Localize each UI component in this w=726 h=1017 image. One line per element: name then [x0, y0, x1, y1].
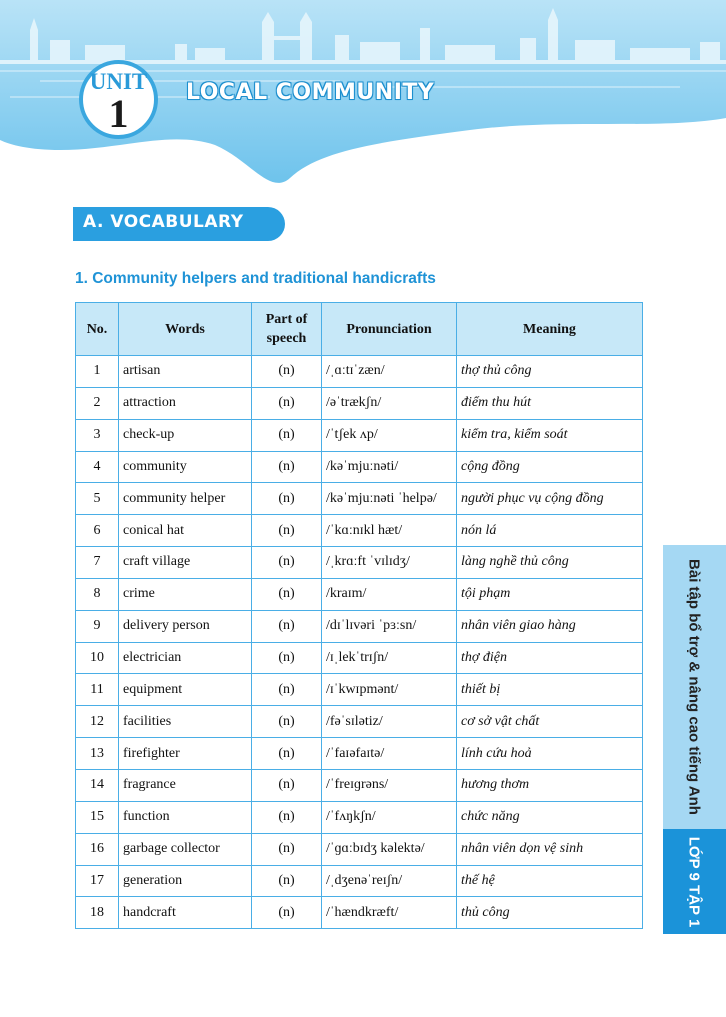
cell-pronunciation: /ˈɡɑːbɪdʒ kəlektə/: [322, 833, 457, 865]
column-header-pronunciation: Pronunciation: [322, 303, 457, 356]
column-header-part-of-speech: Part of speech: [252, 303, 322, 356]
unit-title: LOCAL COMMUNITY: [186, 80, 435, 105]
cell-word: fragrance: [119, 769, 252, 801]
table-row: [76, 769, 643, 801]
unit-badge: [79, 60, 158, 139]
cell-part-of-speech: (n): [252, 833, 322, 865]
cell-pronunciation: /ɪˌlekˈtrɪʃn/: [322, 642, 457, 674]
cell-no: 18: [76, 897, 119, 929]
cell-word: conical hat: [119, 515, 252, 547]
cell-no: 9: [76, 610, 119, 642]
section-header: [73, 207, 285, 241]
cell-pronunciation: /ˈkɑːnɪkl hæt/: [322, 515, 457, 547]
cell-part-of-speech: (n): [252, 769, 322, 801]
cell-word: community helper: [119, 483, 252, 515]
cell-meaning: nón lá: [457, 515, 643, 547]
table-row: [76, 865, 643, 897]
cell-pronunciation: /fəˈsɪlətiz/: [322, 706, 457, 738]
table-row: [76, 897, 643, 929]
cell-part-of-speech: (n): [252, 897, 322, 929]
cell-pronunciation: /ɪˈkwɪpmənt/: [322, 674, 457, 706]
table-row: [76, 738, 643, 770]
cell-meaning: cộng đồng: [457, 451, 643, 483]
cell-no: 14: [76, 769, 119, 801]
cell-pronunciation: /ˌdʒenəˈreɪʃn/: [322, 865, 457, 897]
cell-pronunciation: /ˈfaɪəfaɪtə/: [322, 738, 457, 770]
column-header-words: Words: [119, 303, 252, 356]
cell-meaning: tội phạm: [457, 578, 643, 610]
cell-word: function: [119, 801, 252, 833]
cell-meaning: chức năng: [457, 801, 643, 833]
cell-meaning: thiết bị: [457, 674, 643, 706]
cell-meaning: nhân viên dọn vệ sinh: [457, 833, 643, 865]
cell-part-of-speech: (n): [252, 356, 322, 388]
cell-no: 15: [76, 801, 119, 833]
cell-word: handcraft: [119, 897, 252, 929]
table-row: [76, 801, 643, 833]
cell-meaning: thợ thủ công: [457, 356, 643, 388]
cell-no: 17: [76, 865, 119, 897]
cell-part-of-speech: (n): [252, 706, 322, 738]
cell-pronunciation: /ˌɑːtɪˈzæn/: [322, 356, 457, 388]
cell-word: garbage collector: [119, 833, 252, 865]
table-row: [76, 356, 643, 388]
table-row: [76, 674, 643, 706]
cell-no: 11: [76, 674, 119, 706]
table-row: [76, 451, 643, 483]
unit-label: UNIT: [89, 69, 148, 94]
cell-word: check-up: [119, 419, 252, 451]
cell-word: electrician: [119, 642, 252, 674]
cell-word: firefighter: [119, 738, 252, 770]
book-title-text: Bài tập bổ trợ & nâng cao tiếng Anh: [685, 559, 703, 815]
cell-part-of-speech: (n): [252, 610, 322, 642]
cell-no: 13: [76, 738, 119, 770]
cell-meaning: điểm thu hút: [457, 387, 643, 419]
cell-no: 2: [76, 387, 119, 419]
table-row: [76, 387, 643, 419]
column-header-no: No.: [76, 303, 119, 356]
table-row: [76, 610, 643, 642]
cell-word: artisan: [119, 356, 252, 388]
cell-part-of-speech: (n): [252, 674, 322, 706]
cell-no: 12: [76, 706, 119, 738]
cell-pronunciation: /ˈfʌŋkʃn/: [322, 801, 457, 833]
cell-meaning: thủ công: [457, 897, 643, 929]
grade-volume-text: LỚP 9 TẬP 1: [685, 836, 703, 928]
cell-word: craft village: [119, 547, 252, 579]
cell-part-of-speech: (n): [252, 483, 322, 515]
cell-pronunciation: /ˈhændkræft/: [322, 897, 457, 929]
cell-no: 1: [76, 356, 119, 388]
cell-word: facilities: [119, 706, 252, 738]
cell-word: generation: [119, 865, 252, 897]
table-row: [76, 419, 643, 451]
cell-part-of-speech: (n): [252, 419, 322, 451]
cell-part-of-speech: (n): [252, 387, 322, 419]
cell-meaning: làng nghề thủ công: [457, 547, 643, 579]
cell-part-of-speech: (n): [252, 515, 322, 547]
section-title: A. VOCABULARY: [83, 212, 244, 232]
table-row: [76, 483, 643, 515]
cell-part-of-speech: (n): [252, 738, 322, 770]
vocabulary-table: [75, 302, 643, 929]
cell-pronunciation: /əˈtrækʃn/: [322, 387, 457, 419]
cell-pronunciation: /dɪˈlɪvəri ˈpɜːsn/: [322, 610, 457, 642]
cell-no: 7: [76, 547, 119, 579]
cell-meaning: thợ điện: [457, 642, 643, 674]
cell-word: community: [119, 451, 252, 483]
cell-part-of-speech: (n): [252, 865, 322, 897]
cell-no: 16: [76, 833, 119, 865]
unit-number: 1: [108, 91, 129, 136]
cell-meaning: nhân viên giao hàng: [457, 610, 643, 642]
cell-part-of-speech: (n): [252, 801, 322, 833]
subheading: 1. Community helpers and traditional handicrafts: [75, 270, 436, 287]
cell-word: attraction: [119, 387, 252, 419]
cell-meaning: hương thơm: [457, 769, 643, 801]
cell-word: equipment: [119, 674, 252, 706]
table-header-row: [76, 303, 643, 356]
cell-pronunciation: /kraɪm/: [322, 578, 457, 610]
cell-no: 3: [76, 419, 119, 451]
cell-pronunciation: /ˈtʃek ʌp/: [322, 419, 457, 451]
cell-meaning: thế hệ: [457, 865, 643, 897]
cell-no: 6: [76, 515, 119, 547]
column-header-meaning: Meaning: [457, 303, 643, 356]
table-body: [76, 356, 643, 929]
cell-word: delivery person: [119, 610, 252, 642]
cell-pronunciation: /ˈfreɪɡrəns/: [322, 769, 457, 801]
cell-pronunciation: /ˌkrɑːft ˈvɪlɪdʒ/: [322, 547, 457, 579]
cell-part-of-speech: (n): [252, 451, 322, 483]
cell-pronunciation: /kəˈmjuːnəti/: [322, 451, 457, 483]
cell-no: 10: [76, 642, 119, 674]
table-row: [76, 547, 643, 579]
table-row: [76, 642, 643, 674]
table-row: [76, 515, 643, 547]
cell-no: 5: [76, 483, 119, 515]
cell-part-of-speech: (n): [252, 547, 322, 579]
cell-meaning: kiểm tra, kiểm soát: [457, 419, 643, 451]
table-row: [76, 706, 643, 738]
cell-meaning: cơ sở vật chất: [457, 706, 643, 738]
cell-part-of-speech: (n): [252, 642, 322, 674]
cell-meaning: lính cứu hoả: [457, 738, 643, 770]
cell-pronunciation: /kəˈmjuːnəti ˈhelpə/: [322, 483, 457, 515]
cell-no: 8: [76, 578, 119, 610]
cell-word: crime: [119, 578, 252, 610]
table-row: [76, 578, 643, 610]
cell-meaning: người phục vụ cộng đồng: [457, 483, 643, 515]
cell-no: 4: [76, 451, 119, 483]
table-row: [76, 833, 643, 865]
cell-part-of-speech: (n): [252, 578, 322, 610]
